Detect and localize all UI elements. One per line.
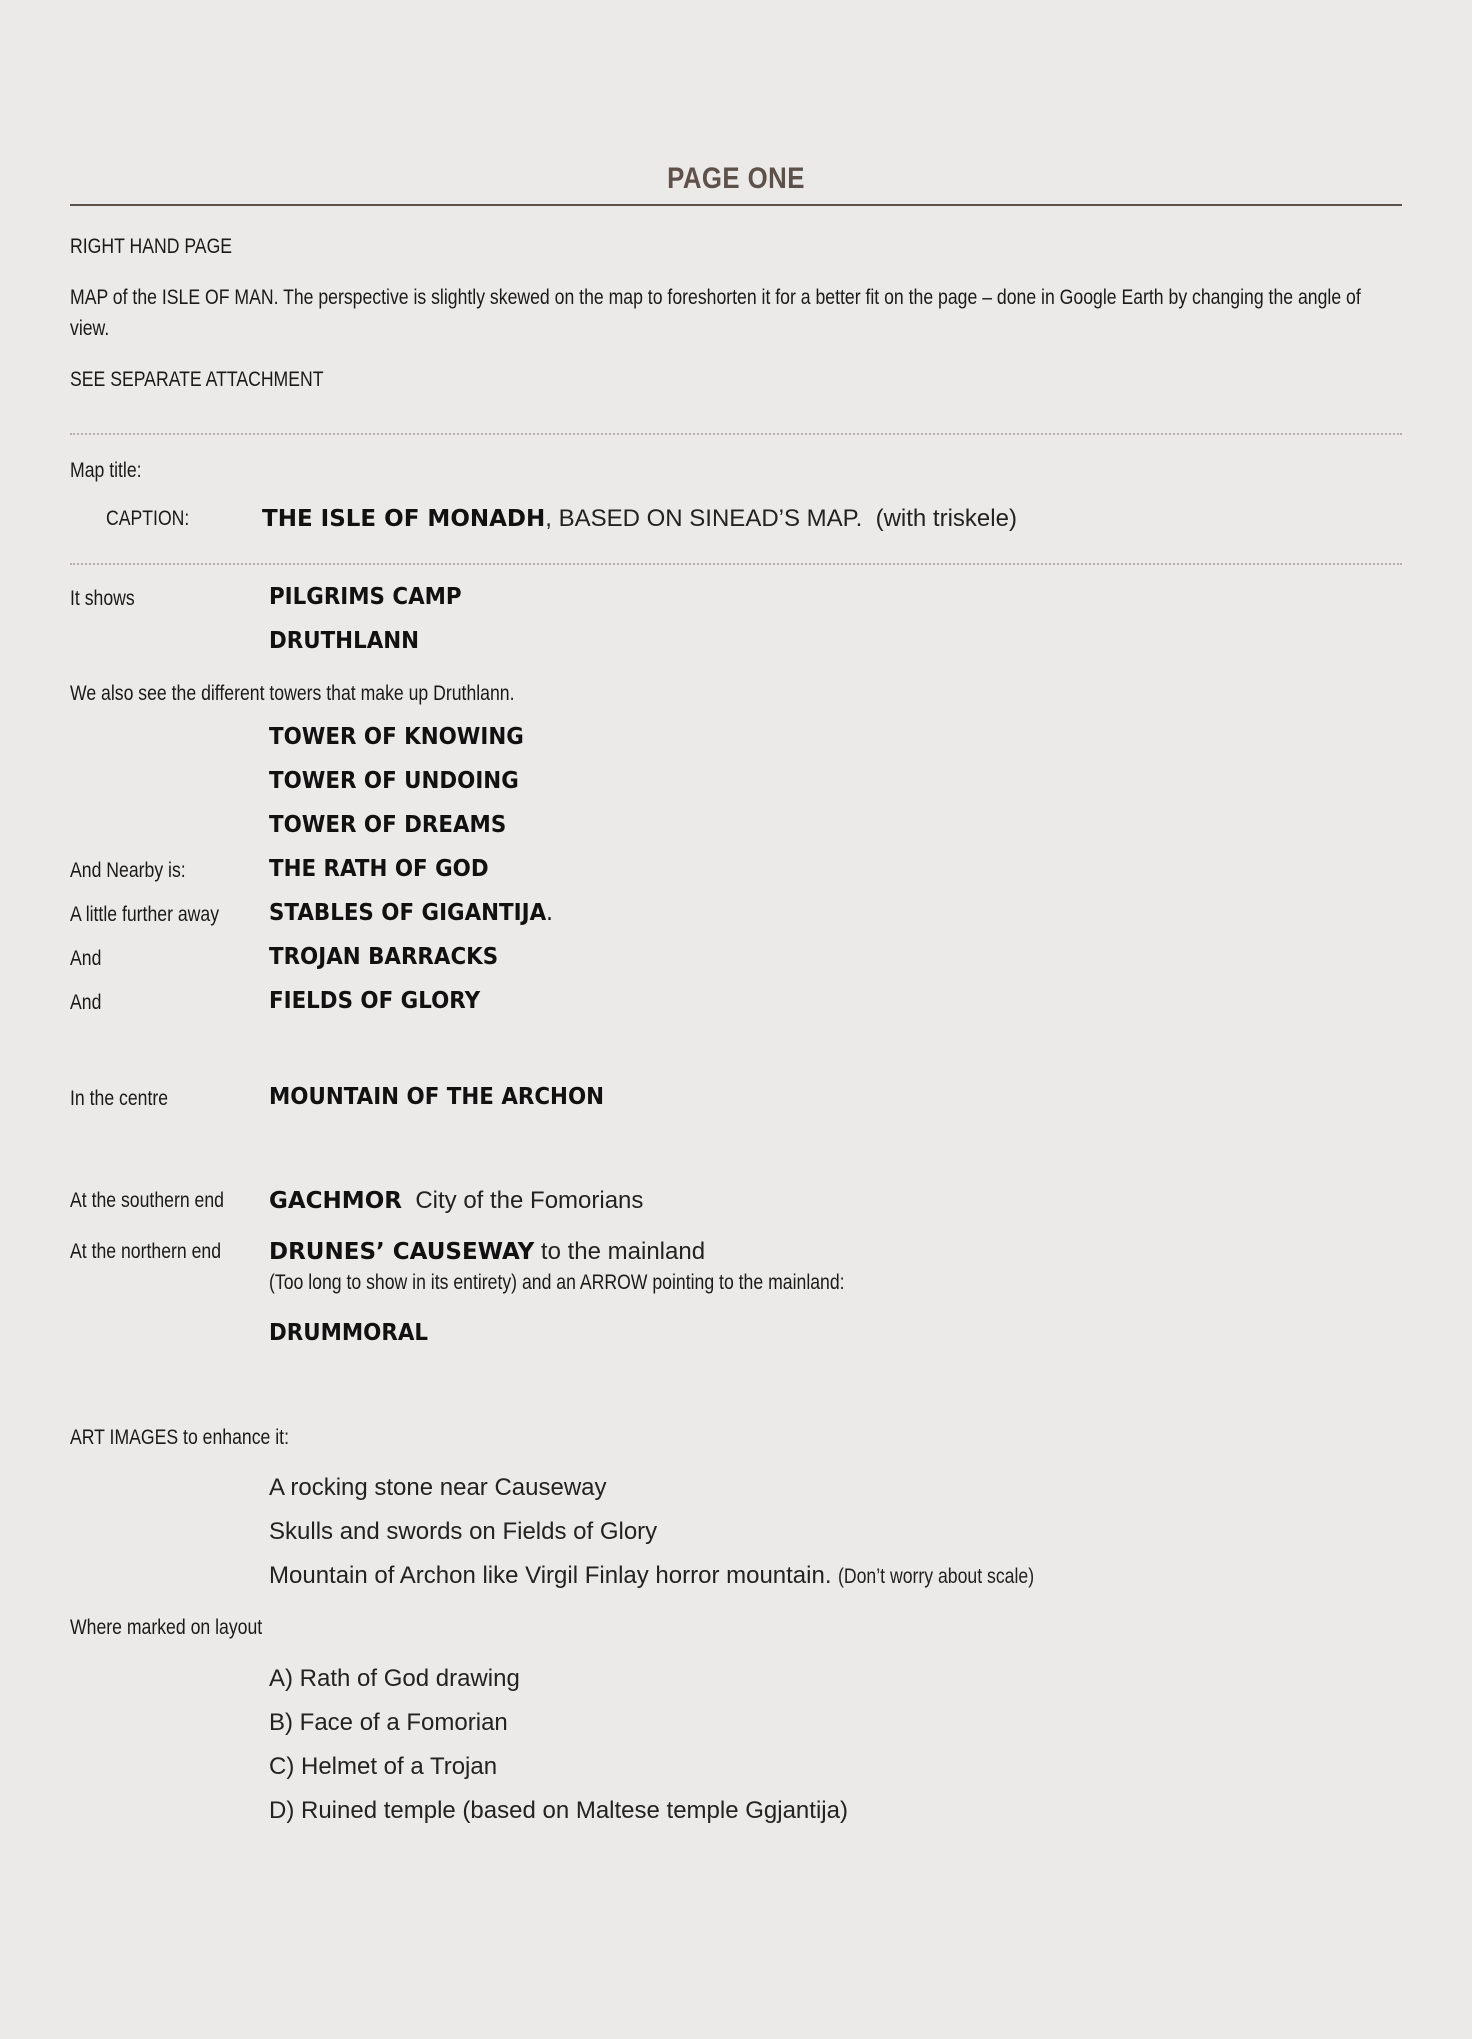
gachmor-description: City of the Fomorians <box>415 1187 644 1214</box>
caption-title: THE ISLE OF MONADH <box>262 506 546 532</box>
layout-marks-label: Where marked on layout <box>70 1616 263 1639</box>
location-gachmor: GACHMOR <box>269 1188 402 1214</box>
location-drunes-causeway: DRUNES’ CAUSEWAY <box>269 1239 535 1265</box>
causeway-note: (Too long to show in its entirety) and an ARROW pointing to the mainland: <box>269 1271 845 1294</box>
caption-text <box>262 503 1017 535</box>
art-item: A rocking stone near Causeway <box>269 1474 607 1501</box>
map-title-label: Map title: <box>70 459 142 482</box>
scale-note: (Don’t worry about scale) <box>838 1565 1035 1588</box>
location-trojan-barracks: TROJAN BARRACKS <box>269 944 499 970</box>
nearby-label: And Nearby is: <box>70 859 186 882</box>
location-fields-of-glory: FIELDS OF GLORY <box>269 988 481 1014</box>
location-pilgrims-camp: PILGRIMS CAMP <box>269 584 462 610</box>
art-item-text: Mountain of Archon like Virgil Finlay horror mountain. <box>269 1562 832 1589</box>
stables-name: STABLES OF GIGANTIJA <box>269 900 547 926</box>
art-item <box>269 1560 1072 1592</box>
centre-label: In the centre <box>70 1087 169 1110</box>
location-stables <box>269 898 553 929</box>
tower-of-knowing: TOWER OF KNOWING <box>269 724 524 750</box>
layout-item: D) Ruined temple (based on Maltese temple Ggjantija) <box>269 1797 848 1824</box>
section-divider <box>70 563 1402 565</box>
it-shows-label: It shows <box>70 587 135 610</box>
right-hand-page-label: RIGHT HAND PAGE <box>70 235 233 258</box>
layout-item: A) Rath of God drawing <box>269 1665 520 1692</box>
art-images-label: ART IMAGES to enhance it: <box>70 1426 289 1449</box>
see-attachment-note: SEE SEPARATE ATTACHMENT <box>70 368 324 391</box>
further-label: A little further away <box>70 903 220 926</box>
caption-source: , BASED ON SINEAD’S MAP. <box>545 505 863 532</box>
location-drummoral: DRUMMORAL <box>269 1320 429 1346</box>
southern-end-label: At the southern end <box>70 1189 224 1212</box>
northern-end-value <box>269 1236 705 1268</box>
document-page <box>70 0 1402 2039</box>
caption-label: CAPTION: <box>106 507 190 530</box>
layout-item: B) Face of a Fomorian <box>269 1709 508 1736</box>
map-description: MAP of the ISLE OF MAN. The perspective is slightly skewed on the map to foreshorten it for a better fit on the page – done in Google Earth by changing the angle of view. <box>70 286 1361 340</box>
art-item: Skulls and swords on Fields of Glory <box>269 1518 658 1545</box>
causeway-description: to the mainland <box>534 1238 706 1265</box>
tower-of-dreams: TOWER OF DREAMS <box>269 812 507 838</box>
location-mountain-archon: MOUNTAIN OF THE ARCHON <box>269 1084 605 1110</box>
stables-punct: . <box>546 900 553 926</box>
tower-of-undoing: TOWER OF UNDOING <box>269 768 519 794</box>
and-label: And <box>70 991 102 1014</box>
page-title: PAGE ONE <box>667 162 805 195</box>
location-rath-of-god: THE RATH OF GOD <box>269 856 489 882</box>
layout-item: C) Helmet of a Trojan <box>269 1753 498 1780</box>
location-druthlann: DRUTHLANN <box>269 628 420 654</box>
title-divider <box>70 204 1402 206</box>
northern-end-label: At the northern end <box>70 1240 222 1263</box>
and-label: And <box>70 947 102 970</box>
caption-note: (with triskele) <box>875 505 1017 532</box>
section-divider <box>70 433 1402 435</box>
southern-end-value <box>269 1185 643 1217</box>
towers-intro: We also see the different towers that make up Druthlann. <box>70 682 515 705</box>
